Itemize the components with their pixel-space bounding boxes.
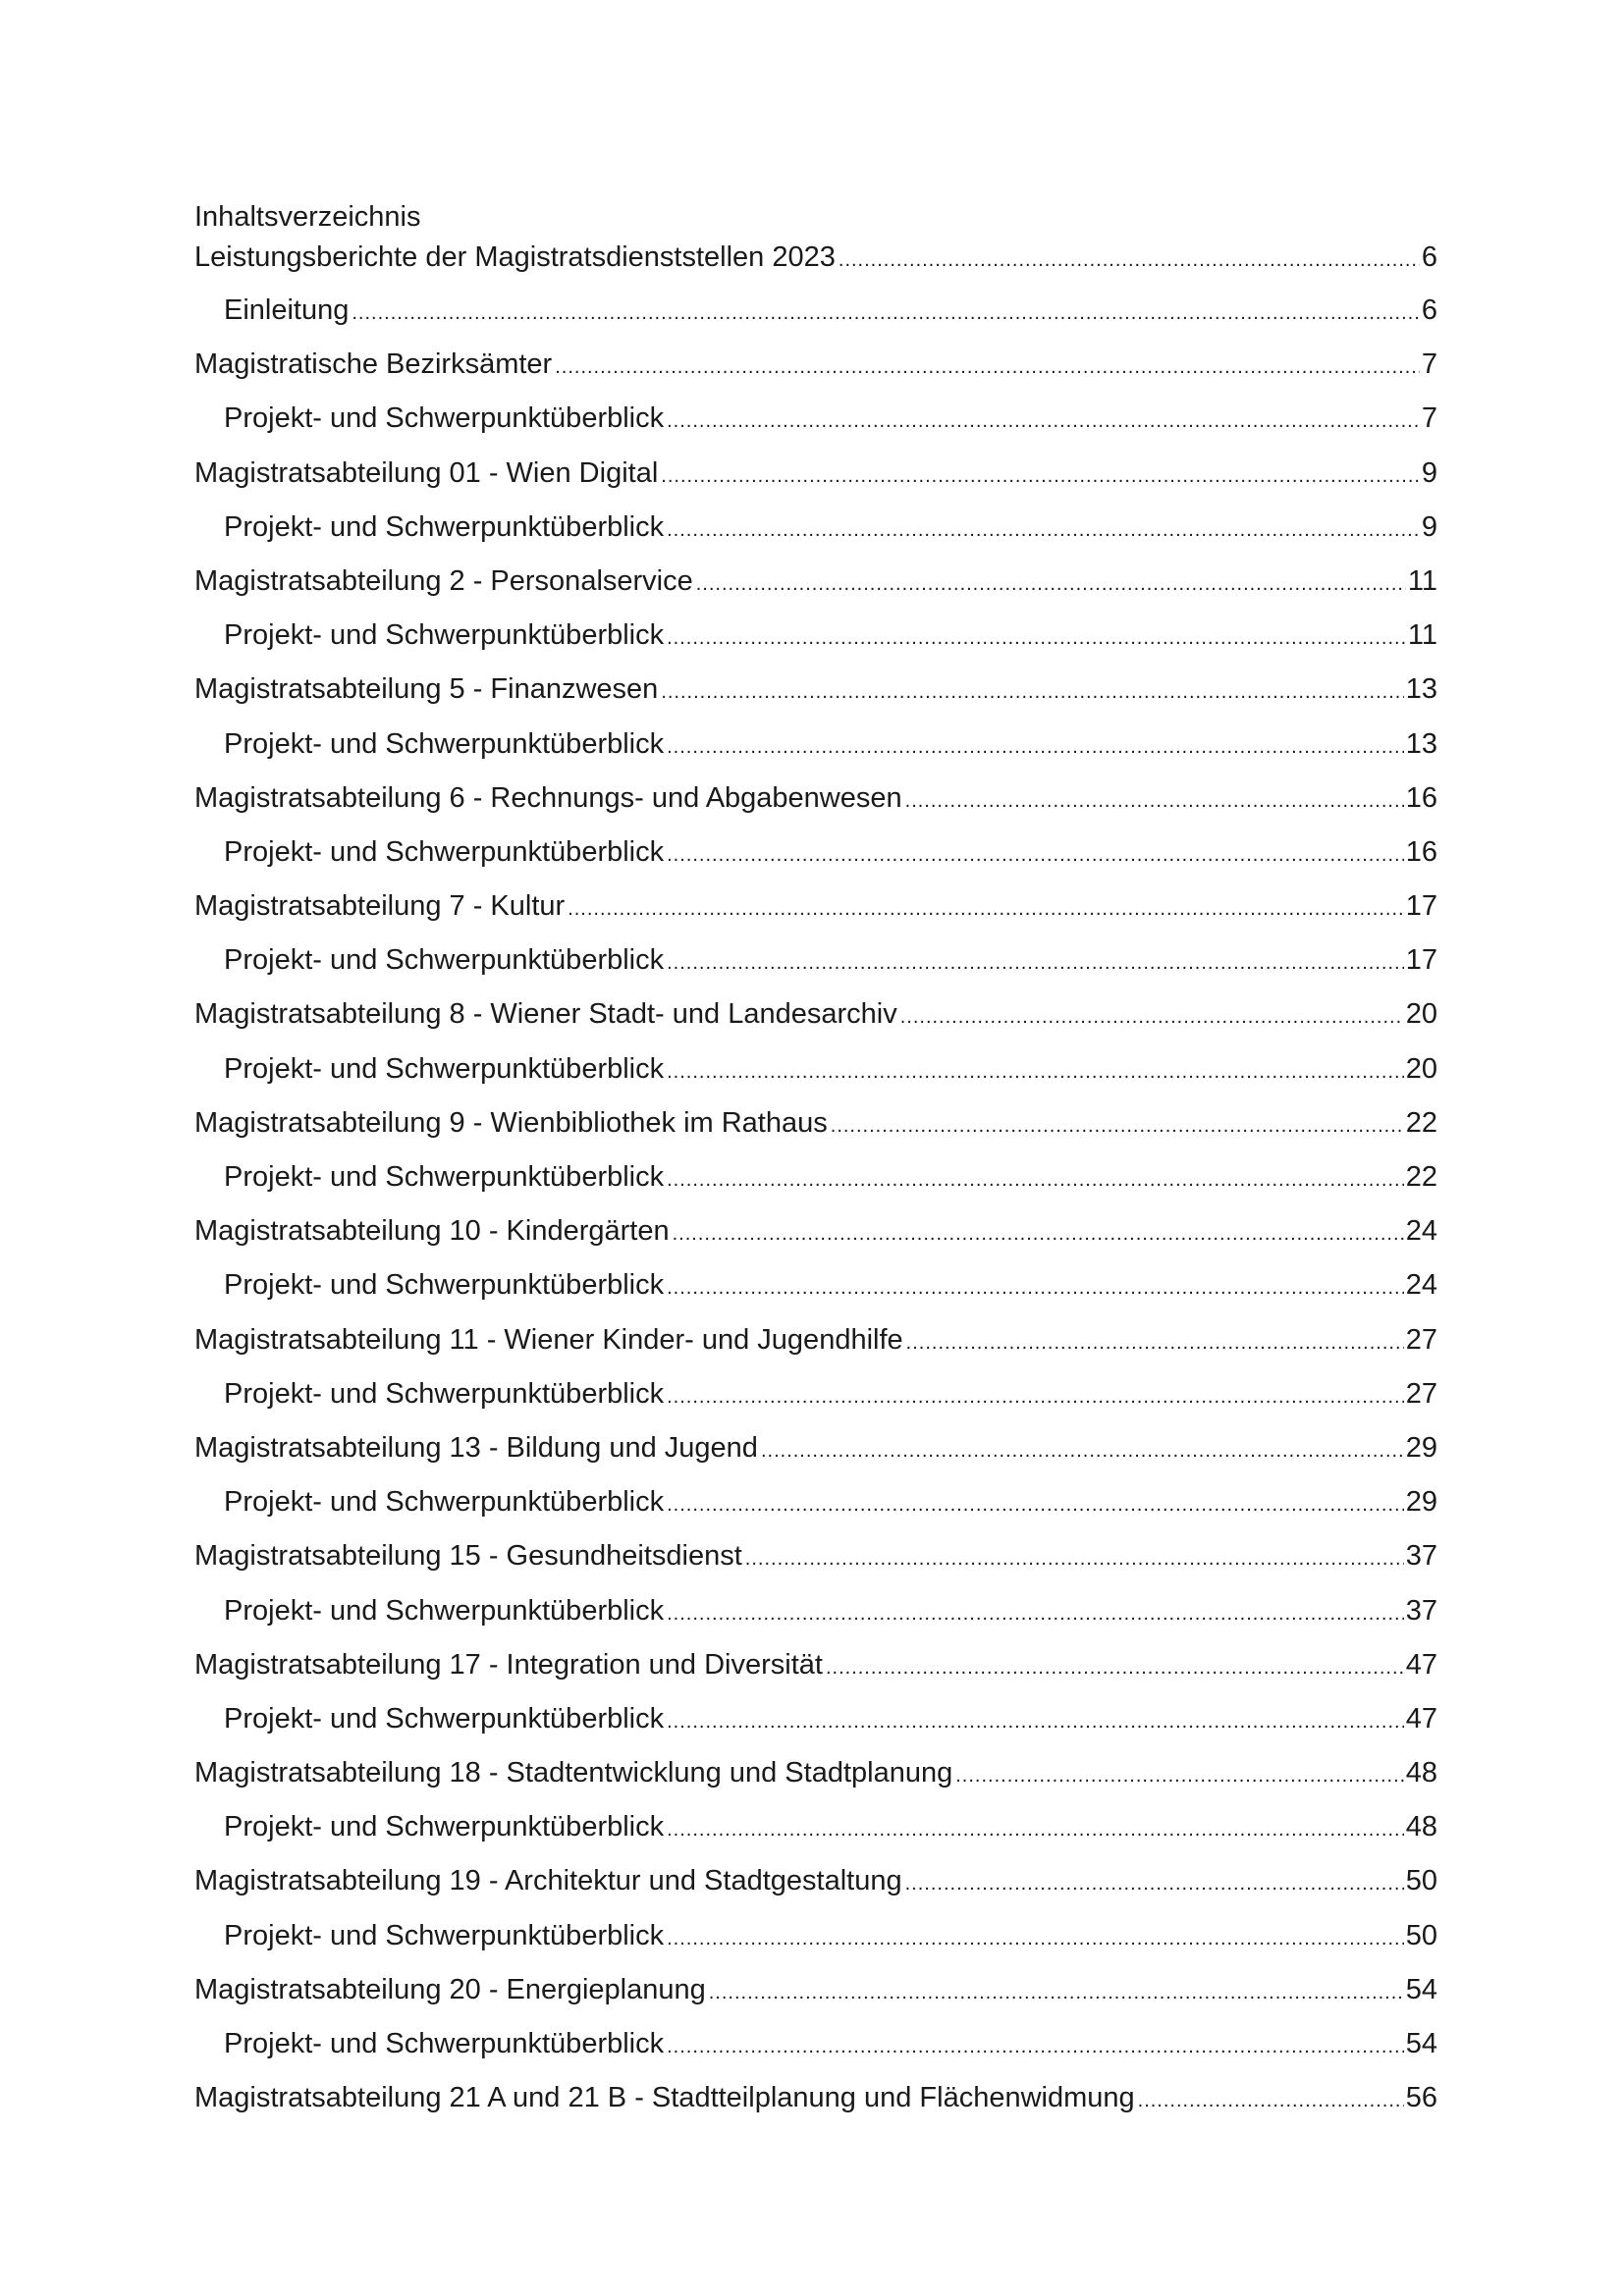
toc-dot-leader xyxy=(667,1809,1404,1847)
toc-entry-title: Magistratsabteilung 21 A und 21 B - Stadtteilplanung und Flächenwidmung xyxy=(194,2082,1135,2114)
toc-entry-title: Projekt- und Schwerpunktüberblick xyxy=(224,1594,665,1627)
toc-entry-page-number: 9 xyxy=(1421,510,1437,543)
toc-entry-chapter[interactable] xyxy=(194,1972,1437,2026)
toc-dot-leader xyxy=(667,1376,1404,1415)
toc-entry-section[interactable] xyxy=(194,1701,1437,1755)
toc-entry-page-number: 24 xyxy=(1405,1269,1437,1302)
toc-entry-page-number: 37 xyxy=(1405,1540,1437,1573)
toc-entry-page-number: 17 xyxy=(1405,890,1437,923)
toc-entry-page-number: 50 xyxy=(1405,1919,1437,1951)
toc-dot-leader xyxy=(906,1322,1404,1361)
toc-entry-section[interactable] xyxy=(194,834,1437,888)
toc-entry-title: Magistratsabteilung 18 - Stadtentwicklung und Stadtplanung xyxy=(194,1757,953,1789)
toc-dot-leader xyxy=(696,563,1406,602)
toc-entry-title: Projekt- und Schwerpunktüberblick xyxy=(224,1486,665,1519)
toc-dot-leader xyxy=(667,942,1404,981)
toc-entry-title: Magistratische Bezirksämter xyxy=(194,348,553,381)
toc-entry-section[interactable] xyxy=(194,1159,1437,1213)
toc-heading: Inhaltsverzeichnis xyxy=(194,201,421,233)
table-of-contents xyxy=(194,240,1437,2134)
toc-entry-title: Magistratsabteilung 2 - Personalservice xyxy=(194,564,693,597)
toc-entry-page-number: 48 xyxy=(1405,1811,1437,1843)
toc-entry-title: Projekt- und Schwerpunktüberblick xyxy=(224,1919,665,1951)
toc-dot-leader xyxy=(661,671,1403,710)
toc-entry-title: Leistungsberichte der Magistratsdienststellen 2023 xyxy=(194,241,836,273)
toc-entry-title: Magistratsabteilung 15 - Gesundheitsdienst xyxy=(194,1540,742,1573)
toc-dot-leader xyxy=(831,1105,1404,1144)
toc-entry-page-number: 27 xyxy=(1405,1323,1437,1356)
toc-dot-leader xyxy=(667,400,1420,439)
toc-dot-leader xyxy=(667,1593,1404,1631)
toc-entry-title: Magistratsabteilung 5 - Finanzwesen xyxy=(194,673,659,706)
toc-entry-section[interactable] xyxy=(194,400,1437,454)
toc-dot-leader xyxy=(667,1701,1404,1739)
toc-dot-leader xyxy=(667,1159,1404,1198)
toc-entry-title: Magistratsabteilung 8 - Wiener Stadt- und Landesarchiv xyxy=(194,998,897,1031)
toc-entry-title: Magistratsabteilung 19 - Architektur und Stadtgestaltung xyxy=(194,1865,902,1897)
toc-dot-leader xyxy=(761,1430,1404,1468)
toc-entry-page-number: 48 xyxy=(1405,1757,1437,1789)
toc-entry-page-number: 54 xyxy=(1405,1973,1437,2005)
toc-entry-chapter[interactable] xyxy=(194,996,1437,1050)
toc-entry-page-number: 27 xyxy=(1405,1377,1437,1410)
toc-entry-page-number: 47 xyxy=(1405,1648,1437,1681)
toc-entry-title: Magistratsabteilung 13 - Bildung und Jugend xyxy=(194,1431,758,1464)
toc-dot-leader xyxy=(673,1213,1404,1252)
toc-entry-page-number: 50 xyxy=(1405,1865,1437,1897)
toc-entry-title: Magistratsabteilung 9 - Wienbibliothek im Rathaus xyxy=(194,1106,828,1139)
toc-entry-section[interactable] xyxy=(194,1267,1437,1321)
toc-dot-leader xyxy=(568,888,1404,927)
toc-entry-title: Projekt- und Schwerpunktüberblick xyxy=(224,727,665,760)
toc-entry-chapter[interactable] xyxy=(194,888,1437,942)
toc-entry-section[interactable] xyxy=(194,942,1437,996)
toc-entry-chapter[interactable] xyxy=(194,1322,1437,1376)
toc-entry-title: Projekt- und Schwerpunktüberblick xyxy=(224,619,665,652)
toc-entry-page-number: 16 xyxy=(1405,781,1437,814)
toc-entry-section[interactable] xyxy=(194,293,1437,347)
toc-entry-page-number: 13 xyxy=(1405,673,1437,706)
toc-dot-leader xyxy=(661,455,1420,494)
toc-entry-page-number: 22 xyxy=(1405,1106,1437,1139)
toc-entry-chapter[interactable] xyxy=(194,563,1437,617)
toc-entry-chapter[interactable] xyxy=(194,1538,1437,1592)
toc-entry-chapter[interactable] xyxy=(194,1105,1437,1159)
toc-dot-leader xyxy=(667,726,1404,765)
toc-entry-section[interactable] xyxy=(194,1484,1437,1538)
toc-entry-page-number: 37 xyxy=(1405,1594,1437,1627)
toc-entry-page-number: 29 xyxy=(1405,1431,1437,1464)
toc-dot-leader xyxy=(839,240,1420,278)
toc-dot-leader xyxy=(745,1538,1404,1576)
toc-entry-chapter[interactable] xyxy=(194,1430,1437,1484)
toc-entry-chapter[interactable] xyxy=(194,1647,1437,1701)
toc-dot-leader xyxy=(667,1484,1404,1522)
toc-entry-title: Projekt- und Schwerpunktüberblick xyxy=(224,944,665,977)
toc-entry-section[interactable] xyxy=(194,1051,1437,1105)
toc-dot-leader xyxy=(709,1972,1404,2010)
toc-entry-title: Magistratsabteilung 11 - Wiener Kinder- und Jugendhilfe xyxy=(194,1323,903,1356)
toc-entry-page-number: 11 xyxy=(1407,619,1437,652)
toc-entry-title: Projekt- und Schwerpunktüberblick xyxy=(224,1377,665,1410)
toc-entry-chapter[interactable] xyxy=(194,347,1437,400)
toc-dot-leader xyxy=(352,293,1419,331)
toc-entry-title: Projekt- und Schwerpunktüberblick xyxy=(224,1269,665,1302)
toc-entry-chapter[interactable] xyxy=(194,1863,1437,1917)
toc-dot-leader xyxy=(667,617,1406,656)
toc-dot-leader xyxy=(826,1647,1404,1685)
toc-entry-section[interactable] xyxy=(194,1376,1437,1430)
toc-entry-title: Projekt- und Schwerpunktüberblick xyxy=(224,510,665,543)
toc-entry-page-number: 11 xyxy=(1407,564,1437,597)
toc-entry-page-number: 54 xyxy=(1405,2028,1437,2059)
toc-entry-page-number: 9 xyxy=(1421,456,1437,489)
toc-entry-page-number: 22 xyxy=(1405,1161,1437,1193)
toc-entry-section[interactable] xyxy=(194,1809,1437,1863)
toc-entry-page-number: 20 xyxy=(1405,1052,1437,1085)
toc-entry-chapter[interactable] xyxy=(194,671,1437,725)
toc-entry-page-number: 17 xyxy=(1405,944,1437,977)
toc-entry-page-number: 20 xyxy=(1405,998,1437,1031)
toc-entry-title: Magistratsabteilung 7 - Kultur xyxy=(194,890,566,923)
toc-entry-title: Magistratsabteilung 6 - Rechnungs- und Abgabenwesen xyxy=(194,781,902,814)
toc-dot-leader xyxy=(955,1755,1404,1793)
toc-dot-leader xyxy=(667,1051,1404,1090)
toc-entry-page-number: 7 xyxy=(1421,402,1437,435)
toc-entry-page-number: 7 xyxy=(1421,348,1437,381)
toc-entry-title: Projekt- und Schwerpunktüberblick xyxy=(224,1052,665,1085)
toc-entry-section[interactable] xyxy=(194,1918,1437,1972)
toc-entry-page-number: 24 xyxy=(1405,1215,1437,1248)
toc-entry-title: Projekt- und Schwerpunktüberblick xyxy=(224,1161,665,1193)
toc-entry-page-number: 6 xyxy=(1421,241,1437,273)
toc-entry-section[interactable] xyxy=(194,2026,1437,2080)
toc-entry-chapter[interactable] xyxy=(194,455,1437,509)
toc-entry-chapter[interactable] xyxy=(194,780,1437,834)
toc-dot-leader xyxy=(667,1267,1404,1306)
toc-entry-title: Magistratsabteilung 20 - Energieplanung xyxy=(194,1973,706,2005)
toc-entry-section[interactable] xyxy=(194,617,1437,671)
toc-entry-title: Projekt- und Schwerpunktüberblick xyxy=(224,835,665,868)
toc-dot-leader xyxy=(555,347,1420,385)
toc-entry-section[interactable] xyxy=(194,1593,1437,1647)
toc-entry-section[interactable] xyxy=(194,726,1437,780)
toc-dot-leader xyxy=(900,996,1404,1035)
toc-entry-page-number: 56 xyxy=(1405,2082,1437,2114)
toc-dot-leader xyxy=(667,509,1420,548)
toc-dot-leader xyxy=(905,1863,1404,1901)
toc-entry-title: Projekt- und Schwerpunktüberblick xyxy=(224,1811,665,1843)
toc-dot-leader xyxy=(667,1918,1404,1956)
toc-entry-title: Magistratsabteilung 10 - Kindergärten xyxy=(194,1215,670,1248)
toc-entry-page-number: 29 xyxy=(1405,1486,1437,1519)
toc-entry-title: Magistratsabteilung 17 - Integration und Diversität xyxy=(194,1648,823,1681)
toc-entry-chapter[interactable] xyxy=(194,2080,1437,2134)
toc-entry-page-number: 47 xyxy=(1405,1702,1437,1735)
toc-entry-chapter[interactable] xyxy=(194,1213,1437,1267)
toc-dot-leader xyxy=(1138,2080,1404,2118)
toc-entry-section[interactable] xyxy=(194,509,1437,563)
toc-entry-title: Projekt- und Schwerpunktüberblick xyxy=(224,2028,665,2059)
toc-entry-chapter[interactable] xyxy=(194,1755,1437,1809)
toc-dot-leader xyxy=(667,834,1404,873)
toc-entry-title: Magistratsabteilung 01 - Wien Digital xyxy=(194,456,659,489)
toc-dot-leader xyxy=(905,780,1404,819)
toc-entry-page-number: 13 xyxy=(1405,727,1437,760)
toc-entry-title: Projekt- und Schwerpunktüberblick xyxy=(224,1702,665,1735)
toc-entry-page-number: 16 xyxy=(1405,835,1437,868)
toc-entry-chapter[interactable] xyxy=(194,240,1437,293)
toc-entry-title: Einleitung xyxy=(224,294,350,326)
toc-entry-title: Projekt- und Schwerpunktüberblick xyxy=(224,402,665,435)
toc-dot-leader xyxy=(667,2026,1404,2064)
toc-entry-page-number: 6 xyxy=(1421,294,1437,326)
